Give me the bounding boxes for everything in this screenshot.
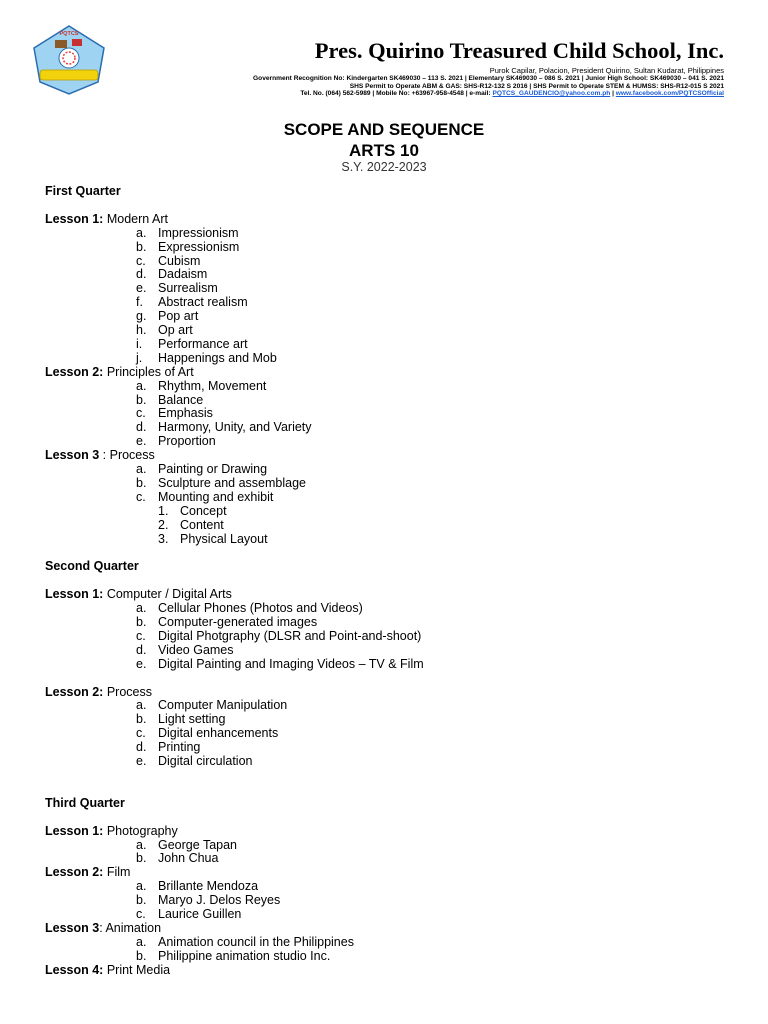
lesson-heading <box>45 922 745 936</box>
contact-numbers: Tel. No. (064) 562-5989 | Mobile No: +63967-958-4548 | e-mail: <box>300 90 493 97</box>
list-item <box>45 296 745 310</box>
list-marker: c. <box>136 628 146 643</box>
list-text: Abstract realism <box>158 295 248 310</box>
facebook-link[interactable]: www.facebook.com/PQTCSOfficial <box>615 90 724 97</box>
lesson-title: Print Media <box>103 962 171 977</box>
list-item <box>45 352 745 366</box>
lesson-label: Lesson 1: <box>45 587 104 602</box>
list-marker: j. <box>136 350 143 365</box>
list-text: Cubism <box>158 253 201 268</box>
spacer <box>45 811 745 825</box>
list-item <box>45 477 745 491</box>
lesson-heading <box>45 825 745 839</box>
list-text: Content <box>180 517 224 532</box>
list-text: Performance art <box>158 336 248 351</box>
list-marker: a. <box>136 601 147 616</box>
list-marker: 3. <box>158 531 169 546</box>
lesson-title: Modern Art <box>103 211 168 226</box>
list-text: Digital Photgraphy (DLSR and Point-and-shoot) <box>158 628 422 643</box>
list-item <box>45 936 745 950</box>
list-text: Emphasis <box>158 406 213 421</box>
lesson-label: Lesson 4: <box>45 962 104 977</box>
list-item <box>45 908 745 922</box>
syllabus-content <box>45 185 745 978</box>
list-item <box>45 255 745 269</box>
list-text: Op art <box>158 323 193 338</box>
list-item <box>45 602 745 616</box>
lesson-heading <box>45 588 745 602</box>
lesson-title: Film <box>103 865 131 880</box>
list-item <box>45 227 745 241</box>
list-item <box>45 310 745 324</box>
shs-permits: SHS Permit to Operate ABM & GAS: SHS-R12-132 S 2016 | SHS Permit to Operate STEM & HUMSS: SHS-R12-015 S 2021 <box>349 83 724 90</box>
list-text: Digital circulation <box>158 754 253 769</box>
sub-list-item <box>45 519 745 533</box>
list-item <box>45 699 745 713</box>
list-item <box>45 658 745 672</box>
list-marker: a. <box>136 378 147 393</box>
lesson-heading <box>45 964 745 978</box>
list-text: Maryo J. Delos Reyes <box>158 893 281 908</box>
school-address: Purok Capilar, Polacion, President Quirino, Sultan Kudarat, Philippines <box>489 66 724 75</box>
list-text: George Tapan <box>158 837 237 852</box>
list-marker: c. <box>136 489 146 504</box>
list-marker: c. <box>136 406 146 421</box>
lesson-title: Computer / Digital Arts <box>103 587 232 602</box>
list-item <box>45 491 745 505</box>
email-link[interactable]: PQTCS_GAUDENCIO@yahoo.com.ph <box>492 90 611 97</box>
list-text: Philippine animation studio Inc. <box>158 948 331 963</box>
list-text: Printing <box>158 740 201 755</box>
spacer <box>45 547 745 561</box>
subject-title: ARTS 10 <box>349 141 419 160</box>
list-text: Animation council in the Philippines <box>158 934 354 949</box>
list-marker: 1. <box>158 503 169 518</box>
sub-list-item <box>45 505 745 519</box>
lesson-heading <box>45 366 745 380</box>
list-text: Digital enhancements <box>158 726 279 741</box>
list-item <box>45 241 745 255</box>
lesson-label: Lesson 2: <box>45 865 104 880</box>
list-text: Pop art <box>158 309 199 324</box>
list-item <box>45 435 745 449</box>
list-item <box>45 282 745 296</box>
list-marker: g. <box>136 309 147 324</box>
list-marker: d. <box>136 267 147 282</box>
lesson-heading <box>45 866 745 880</box>
lesson-title: Principles of Art <box>103 364 194 379</box>
list-text: Light setting <box>158 712 226 727</box>
government-recognition: Government Recognition No: Kindergarten SK469030 – 113 S. 2021 | Elementary SK469030 – 086 S. 2021 | Junior High School: SK469030 – 041 S. 2021 <box>253 75 724 82</box>
list-text: Painting or Drawing <box>158 462 268 477</box>
list-item <box>45 380 745 394</box>
spacer <box>45 574 745 588</box>
list-text: Digital Painting and Imaging Videos – TV & Film <box>158 656 424 671</box>
school-logo <box>30 24 108 96</box>
list-text: Computer-generated images <box>158 615 318 630</box>
list-text: Balance <box>158 392 204 407</box>
list-item <box>45 421 745 435</box>
list-item <box>45 755 745 769</box>
list-marker: e. <box>136 656 147 671</box>
lesson-title: : Process <box>99 448 155 463</box>
list-marker: b. <box>136 851 147 866</box>
school-name: Pres. Quirino Treasured Child School, Inc. <box>314 38 724 63</box>
lesson-title: : Animation <box>99 920 162 935</box>
lesson-label: Lesson 2: <box>45 364 104 379</box>
list-item <box>45 880 745 894</box>
list-marker: a. <box>136 225 147 240</box>
lesson-label: Lesson 1: <box>45 211 104 226</box>
list-item <box>45 463 745 477</box>
document-title: SCOPE AND SEQUENCE <box>283 120 485 139</box>
svg-text:PQTCS: PQTCS <box>59 31 79 37</box>
list-marker: c. <box>136 726 146 741</box>
list-item <box>45 338 745 352</box>
list-text: Proportion <box>158 434 216 449</box>
list-text: Laurice Guillen <box>158 907 242 922</box>
list-text: Brillante Mendoza <box>158 879 259 894</box>
list-text: Concept <box>180 503 227 518</box>
lesson-label: Lesson 2: <box>45 684 104 699</box>
list-marker: e. <box>136 434 147 449</box>
sub-list-item <box>45 533 745 547</box>
spacer <box>45 769 745 797</box>
list-text: Cellular Phones (Photos and Videos) <box>158 601 363 616</box>
quarter-heading: First Quarter <box>45 184 121 198</box>
list-marker: e. <box>136 754 147 769</box>
list-item <box>45 894 745 908</box>
lesson-label: Lesson 1: <box>45 823 104 838</box>
list-item <box>45 852 745 866</box>
list-marker: d. <box>136 740 147 755</box>
list-text: Surrealism <box>158 281 218 296</box>
list-text: Rhythm, Movement <box>158 378 267 393</box>
list-text: Sculpture and assemblage <box>158 476 307 491</box>
quarter-heading: Third Quarter <box>45 795 125 810</box>
lesson-heading <box>45 213 745 227</box>
list-marker: b. <box>136 893 147 908</box>
list-text: Video Games <box>158 642 234 657</box>
lesson-heading <box>45 449 745 463</box>
lesson-label: Lesson 3 <box>45 448 100 463</box>
list-item <box>45 839 745 853</box>
list-marker: b. <box>136 615 147 630</box>
list-marker: a. <box>136 698 147 713</box>
list-item <box>45 394 745 408</box>
spacer <box>45 672 745 686</box>
list-text: Expressionism <box>158 239 240 254</box>
list-marker: b. <box>136 948 147 963</box>
list-text: Happenings and Mob <box>158 350 277 365</box>
list-item <box>45 630 745 644</box>
list-marker: a. <box>136 879 147 894</box>
list-item <box>45 616 745 630</box>
list-text: Physical Layout <box>180 531 268 546</box>
list-marker: a. <box>136 462 147 477</box>
list-item <box>45 324 745 338</box>
list-text: John Chua <box>158 851 219 866</box>
lesson-heading <box>45 686 745 700</box>
list-marker: b. <box>136 476 147 491</box>
lesson-label: Lesson 3 <box>45 920 100 935</box>
lesson-title: Process <box>103 684 152 699</box>
letterhead <box>0 0 768 100</box>
quarter-heading: Second Quarter <box>45 559 139 574</box>
list-text: Mounting and exhibit <box>158 489 274 504</box>
list-marker: c. <box>136 907 146 922</box>
list-marker: d. <box>136 420 147 435</box>
list-marker: a. <box>136 837 147 852</box>
list-marker: b. <box>136 392 147 407</box>
list-marker: i. <box>136 336 143 351</box>
list-marker: b. <box>136 712 147 727</box>
list-text: Harmony, Unity, and Variety <box>158 420 312 435</box>
list-marker: 2. <box>158 517 169 532</box>
spacer <box>45 199 745 213</box>
list-text: Dadaism <box>158 267 208 282</box>
list-marker: a. <box>136 934 147 949</box>
list-item <box>45 644 745 658</box>
list-marker: b. <box>136 239 147 254</box>
lesson-title: Photography <box>103 823 178 838</box>
contact-line <box>300 89 724 98</box>
list-item <box>45 727 745 741</box>
list-text: Computer Manipulation <box>158 698 288 713</box>
list-item <box>45 950 745 964</box>
separator: | <box>610 90 616 97</box>
list-text: Impressionism <box>158 225 239 240</box>
list-item <box>45 741 745 755</box>
school-year: S.Y. 2022-2023 <box>341 160 427 174</box>
list-marker: f. <box>136 295 143 310</box>
list-item <box>45 407 745 421</box>
list-marker: h. <box>136 323 147 338</box>
list-item <box>45 713 745 727</box>
list-marker: d. <box>136 642 147 657</box>
list-item <box>45 268 745 282</box>
list-marker: c. <box>136 253 146 268</box>
list-marker: e. <box>136 281 147 296</box>
